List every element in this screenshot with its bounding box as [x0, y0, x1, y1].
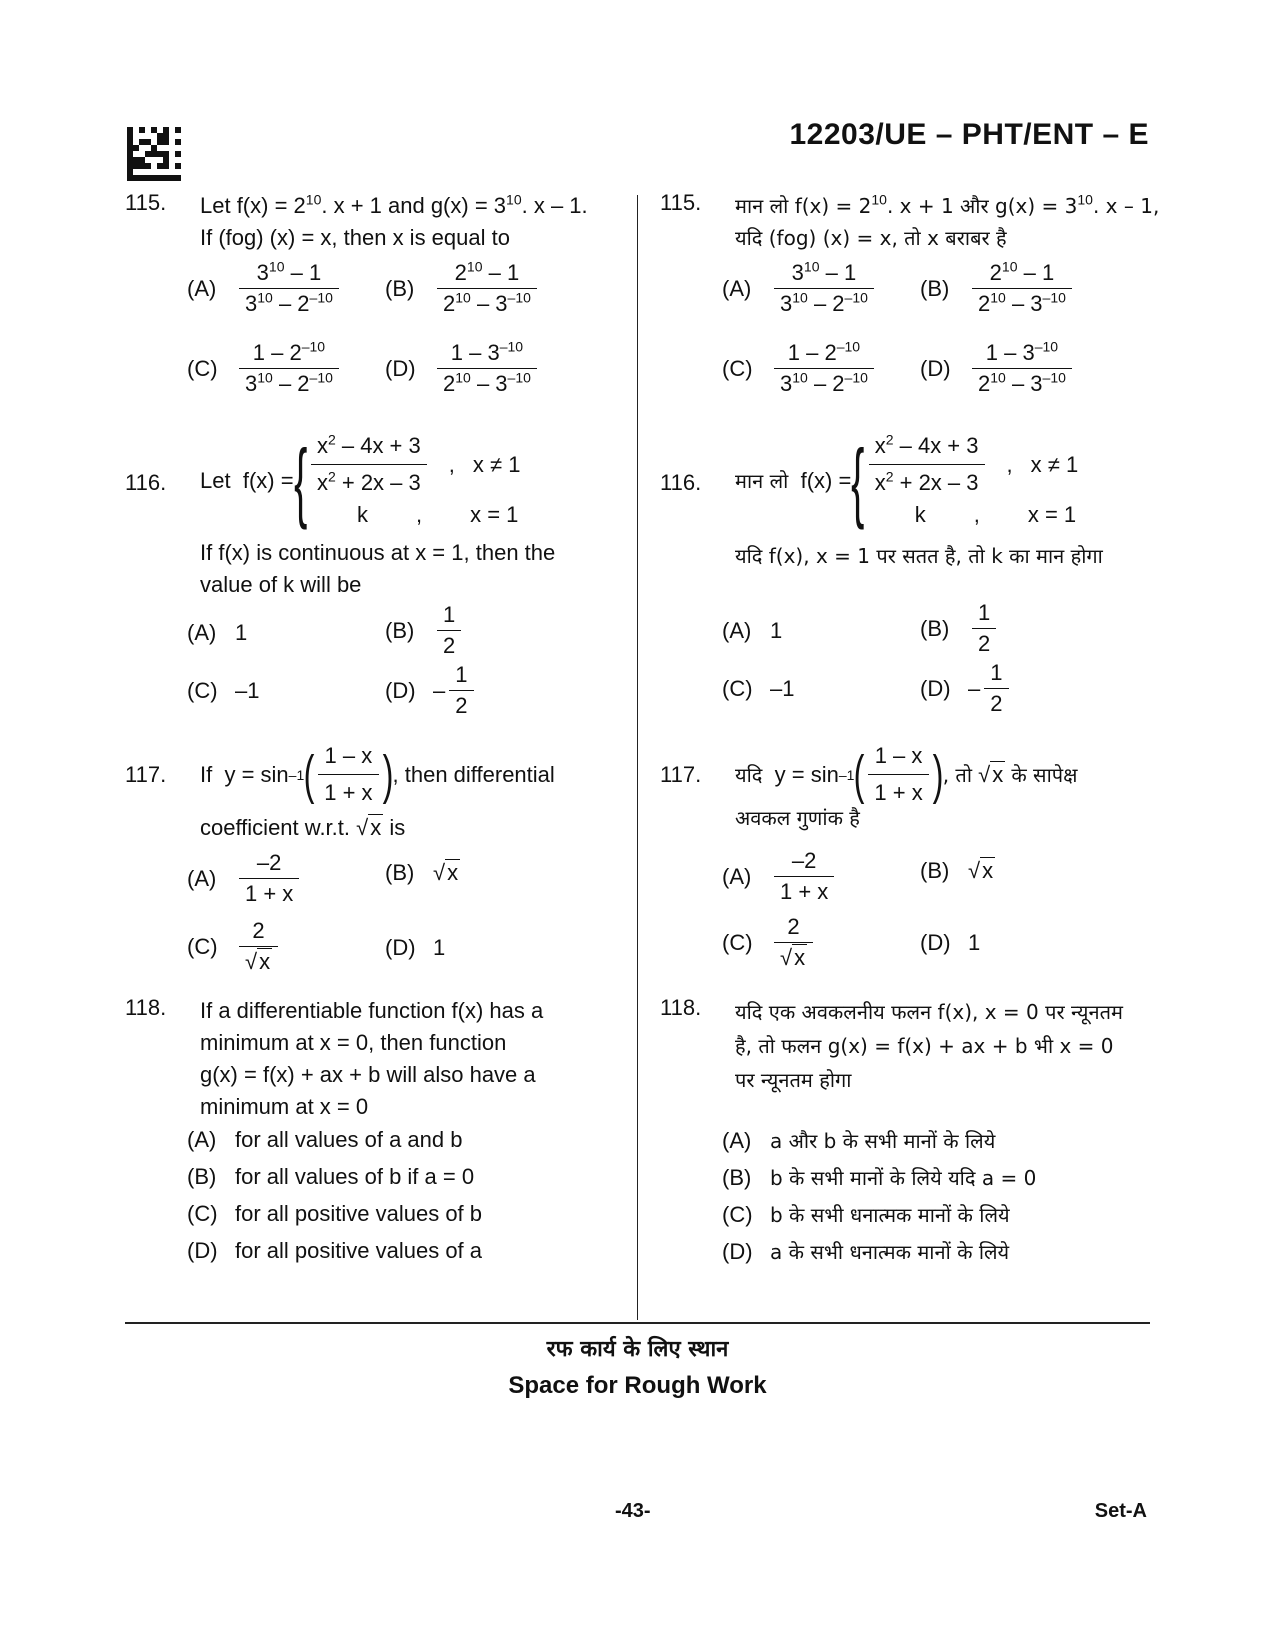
question-text: Let $f(x) = 2^{10}$. x + 1 and $g(x) = 3^{10}$. x – 1. If (fog) (x) = x, then x is equal to	[200, 191, 588, 250]
option-c: (C) –1	[187, 678, 260, 703]
piecewise-definition: Let f(x) = { $\frac{x^2 - 4x + 3}{x^2 + 2x - 3}$ , x ≠ 1 k , x = 1	[200, 430, 521, 530]
rough-work-title: Space for Rough Work	[508, 1372, 767, 1399]
option-d: (D) $\frac{1 - 3^{-10}}{2^{10} - 3^{-10}}$	[920, 340, 1076, 397]
rough-divider	[125, 1322, 1150, 1324]
page-number: -43-	[615, 1500, 651, 1522]
option-d: (D) for all positive values of a	[187, 1238, 483, 1263]
option-c: (C) for all positive values of b	[187, 1201, 483, 1226]
option-b: (B) for all values of b if a = 0	[187, 1164, 475, 1189]
option-a: (A) 1	[187, 620, 248, 645]
option-d: (D) $\frac{1 - 3^{-10}}{2^{10} - 3^{-10}}$	[385, 340, 541, 397]
option-c: (C) b के सभी धनात्मक मानों के लिये	[722, 1201, 1010, 1227]
option-a: (A) a और b के सभी मानों के लिये	[722, 1127, 996, 1153]
option-c: (C) $\frac{1 - 2^{-10}}{3^{10} - 2^{-10}}$	[187, 340, 343, 397]
set-label: Set-A	[1094, 1500, 1147, 1522]
option-d: (D) 1	[385, 935, 446, 960]
rough-work-title-hindi: रफ कार्य के लिए स्थान	[546, 1337, 729, 1362]
option-c: (C) –1	[722, 676, 795, 701]
option-a: (A) $\frac{-2}{1 + x}$	[722, 848, 838, 905]
option-b: (B) $\frac{2^{10} - 1}{2^{10} - 3^{-10}}$	[385, 260, 541, 317]
option-c: (C) $\frac{2}{√x}$	[722, 914, 817, 971]
option-d: (D) a के सभी धनात्मक मानों के लिये	[722, 1238, 1010, 1264]
hindi-column: 115. मान लो $f(x) = 2^{10}$. x + 1 और $g(x) = 3^{10}$. x – 1, यदि (fog) (x) = x, तो x बराबर है (A) $\frac{3^{10} - 1}{3^{10} - 2^{-10}}$ (B) $\frac{2^{10} - 1}{2^{10} - 3^{-10}}$ (C) $\frac{1 - 2^{-10}}{3^{10} - 2^{-10}}$ (D) $\frac{1 - 3^{-10}}{2^{10} - 3^{-10}}$ 116. मान लो f(x) = { $\frac{x^2 - 4x + 3}{x^2 + 2x - 3}$ , x ≠ 1 k , x = 1 यदि f(x), x = 1 पर सतत है, तो k का मान होगा (A) 1 (B) $\frac{1}{2}$ (C) –1 (D) – $\frac{1}{2}$ 117. यदि y = sin –1 ( $\frac{1 - x}{1 + x}$ ) , तो √x के सापेक्ष अवकल गुणांक है (A) $\frac{-2}{1 + x}$ (B) √x (C) $\frac{2}{√x}$ (D) 1 118. यदि एक अवकलनीय फलन f(x), x = 0 पर न्यूनतम है, तो फलन g(x) = f(x) + ax + b भी x = 0 पर न्यूनतम होगा (A) a और b के सभी मानों के लिये (B) b के सभी मानों के लिये यदि a = 0 (C) b के सभी धनात्मक मानों के लिये (D) a के सभी धनात्मक मानों के लिये	[660, 190, 1180, 1315]
option-c: (C) $\frac{2}{√x}$	[187, 918, 282, 975]
option-d: (D) – $\frac{1}{2}$	[920, 660, 1013, 717]
qr-code	[127, 127, 181, 181]
option-d: (D) 1	[920, 930, 981, 955]
option-a: (A) for all values of a and b	[187, 1127, 463, 1152]
option-b: (B) $\frac{1}{2}$	[385, 602, 465, 659]
option-b: (B) $\frac{2^{10} - 1}{2^{10} - 3^{-10}}$	[920, 260, 1076, 317]
option-b: (B) √x	[385, 860, 459, 885]
question-text: यदि f(x), x = 1 पर सतत है, तो k का मान होगा	[735, 544, 1103, 568]
option-b: (B) √x	[920, 858, 994, 883]
option-d: (D) – $\frac{1}{2}$	[385, 662, 478, 719]
question-text: If f(x) is continuous at x = 1, then the value of k will be	[200, 540, 556, 597]
option-c: (C) $\frac{1 - 2^{-10}}{3^{10} - 2^{-10}}$	[722, 340, 878, 397]
english-column: 115. Let $f(x) = 2^{10}$. x + 1 and $g(x) = 3^{10}$. x – 1. If (fog) (x) = x, then x is equal to (A) $\frac{3^{10} - 1}{3^{10} - 2^{-10}}$ (B) $\frac{2^{10} - 1}{2^{10} - 3^{-10}}$ (C) $\frac{1 - 2^{-10}}{3^{10} - 2^{-10}}$ (D) $\frac{1 - 3^{-10}}{2^{10} - 3^{-10}}$ 116. Let f(x) = { $\frac{x^2 - 4x + 3}{x^2 + 2x - 3}$ , x ≠ 1 k , x = 1 If f(x) is continuous at x = 1, then the value of k will be (A) 1 (B) $\frac{1}{2}$ (C) –1 (D) – $\frac{1}{2}$ 117. If y = sin –1 ( $\frac{1 - x}{1 + x}$ ) , then differential coefficient w.r.t. √x is (A) $\frac{-2}{1 + x}$ (B) √x (C) $\frac{2}{√x}$ (D) 1 118. If a differentiable function f(x) has a minimum at x = 0, then function g(x) = f(x) + ax + b will also have a minimum at x = 0 (A) for all values of a and b (B) for all values of b if a = 0 (C) for all positive values of b (D) for all positive values of a	[125, 190, 645, 1315]
option-b: (B) $\frac{1}{2}$	[920, 600, 1000, 657]
option-a: (A) $\frac{3^{10} - 1}{3^{10} - 2^{-10}}$	[187, 260, 343, 317]
option-a: (A) 1	[722, 618, 783, 643]
question-text: If a differentiable function f(x) has a minimum at x = 0, then function g(x) = f(x) + ax + b will also have a minimum at x = 0	[200, 998, 544, 1119]
paper-code: 12203/UE – PHT/ENT – E	[789, 118, 1149, 151]
question-number: 115.	[125, 190, 167, 215]
option-a: (A) $\frac{-2}{1 + x}$	[187, 850, 303, 907]
option-b: (B) b के सभी मानों के लिये यदि a = 0	[722, 1164, 1037, 1190]
option-a: (A) $\frac{3^{10} - 1}{3^{10} - 2^{-10}}$	[722, 260, 878, 317]
